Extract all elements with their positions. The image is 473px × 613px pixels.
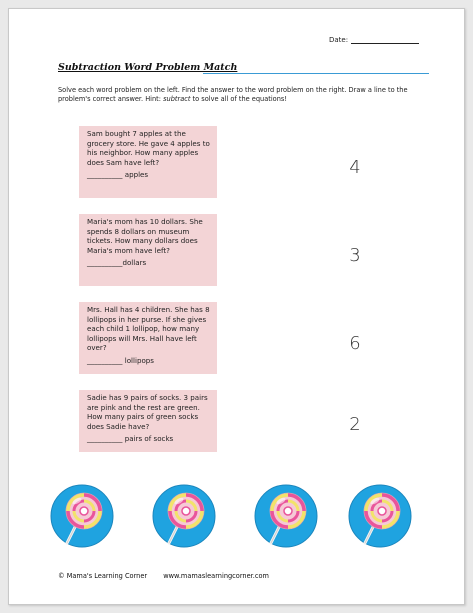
instructions-main: Solve each word problem on the left. Find the answer to the word problem on the right. Draw a line to the problem's correct answer. Hint: [58,86,408,103]
word-problem-3 [79,302,217,374]
lollipop-icon [347,483,413,549]
word-problem-2 [79,214,217,286]
title-divider [203,73,429,74]
worksheet-title: Subtraction Word Problem Match [58,62,238,73]
word-problem-text: Sadie has 9 pairs of socks. 3 pairs are pink and the rest are green. How many pairs of green socks does Sadie have? [87,393,208,431]
word-problem-4 [79,390,217,452]
instructions-tail: to solve all of the equations! [190,95,287,103]
word-problem-answer-blank[interactable]: __________dollars [87,258,147,268]
lollipop-icon [253,483,319,549]
footer [58,572,269,580]
date-label: Date: [329,36,349,44]
lollipop-icon [49,483,115,549]
answer-choice-4[interactable]: 2 [349,414,361,435]
word-problem-text: Sam bought 7 apples at the grocery store. He gave 4 apples to his neighbor. How many apples does Sam have left? [87,129,210,167]
worksheet-page [8,8,465,605]
word-problem-answer-blank[interactable]: __________ pairs of socks [87,434,174,444]
word-problem-text: Maria's mom has 10 dollars. She spends 8 dollars on museum tickets. How many dollars does Maria's mom have left? [87,217,203,255]
answer-choice-2[interactable]: 3 [349,245,361,266]
answer-choice-1[interactable]: 4 [349,157,361,178]
lollipop-icon [151,483,217,549]
date-blank-line[interactable] [351,35,419,44]
footer-url: www.mamaslearningcorner.com [163,572,269,580]
instructions-hint-word: subtract [163,95,191,103]
answer-choice-3[interactable]: 6 [349,333,361,354]
footer-copyright: © Mama's Learning Corner [58,572,148,580]
instructions [58,86,433,104]
word-problem-answer-blank[interactable]: __________ lollipops [87,355,154,365]
word-problem-answer-blank[interactable]: __________ apples [87,170,149,180]
date-field[interactable] [329,35,419,44]
word-problem-text: Mrs. Hall has 4 children. She has 8 lollipops in her purse. If she gives each child 1 lollipop, how many lollipops will Mrs. Hall have left over? [87,305,210,353]
word-problem-1 [79,126,217,198]
